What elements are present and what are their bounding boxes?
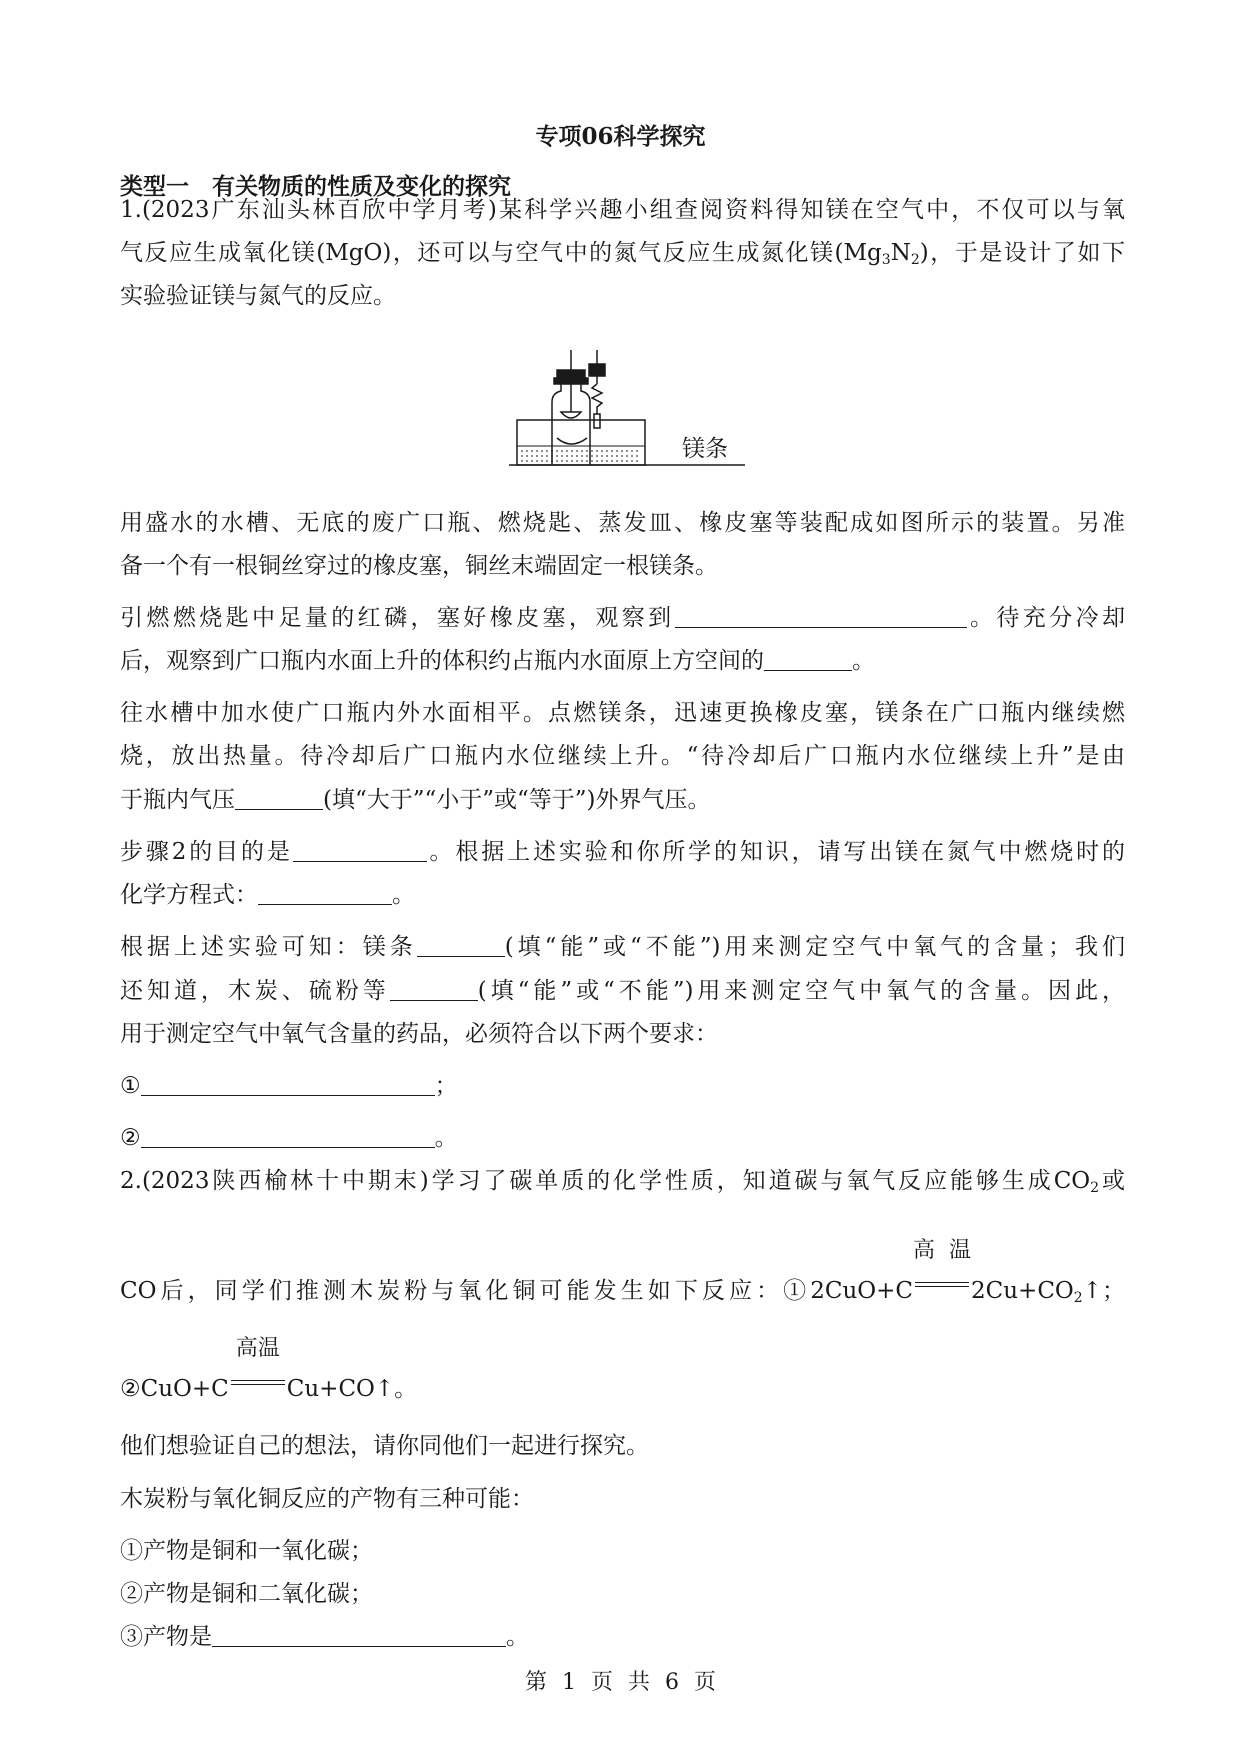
q2-line-2: CO后，同学们推测木炭粉与氧化铜可能发生如下反应：①2CuO+C 高温 $2Cu+CO_2↑$； <box>120 1238 1125 1306</box>
q2-line-5: 木炭粉与氧化铜反应的产物有三种可能： <box>120 1486 534 1512</box>
q2-line-3: ②CuO+C 高温 Cu+CO↑。 <box>120 1336 418 1402</box>
q2-line-4: 他们想验证自己的想法，请你同他们一起进行探究。 <box>120 1433 649 1459</box>
page-footer: 第 1 页 共 6 页 <box>525 1670 716 1695</box>
q1-para-3c: 于瓶内气压 (填“大于”“小于”或“等于”)外界气压。 <box>120 787 711 813</box>
answer-blank[interactable] <box>293 839 427 862</box>
q1-line-2: 气反应生成氧化镁(MgO)，还可以与空气中的氮气反应生成氮化镁$(Mg_3N_2)$，于是设计了如下 <box>120 240 1125 268</box>
magnesium-ribbon-label: 镁条 <box>682 436 728 462</box>
answer-blank[interactable] <box>390 978 478 1001</box>
q1-requirement-2: ② 。 <box>120 1125 458 1151</box>
q1-requirement-1: ① ； <box>120 1073 458 1099</box>
reaction-condition: 高温 <box>913 1276 971 1306</box>
q1-para-2b: 后，观察到广口瓶内水面上升的体积约占瓶内水面原上方空间的 。 <box>120 648 875 674</box>
q1-para-3b: 烧，放出热量。待冷却后广口瓶内水位继续上升。“待冷却后广口瓶内水位继续上升”是由 <box>120 743 1125 769</box>
answer-blank[interactable] <box>141 1073 435 1096</box>
q1-line-3: 实验验证镁与氮气的反应。 <box>120 283 396 309</box>
answer-blank[interactable] <box>258 882 392 905</box>
q1-para-4b: 化学方程式： 。 <box>120 882 415 908</box>
q2-option-3: ③产物是 。 <box>120 1624 529 1650</box>
q1-para-5b: 还知道，木炭、硫粉等 (填“能”或“不能”)用来测定空气中氧气的含量。因此， <box>120 978 1125 1004</box>
q1-para-4a: 步骤2的目的是 。根据上述实验和你所学的知识，请写出镁在氮气中燃烧时的 <box>120 839 1126 865</box>
q2-option-2: ②产物是铜和二氧化碳； <box>120 1581 373 1607</box>
q1-para-5c: 用于测定空气中氧气含量的药品，必须符合以下两个要求： <box>120 1021 718 1047</box>
answer-blank[interactable] <box>764 648 852 671</box>
answer-blank[interactable] <box>141 1125 435 1148</box>
answer-blank[interactable] <box>675 605 967 628</box>
page-title: 专项06科学探究 <box>535 123 706 150</box>
answer-blank[interactable] <box>212 1624 506 1647</box>
q1-para-2a: 引燃燃烧匙中足量的红磷，塞好橡皮塞，观察到 。待充分冷却 <box>120 605 1126 631</box>
q1-line-1: 1.(2023广东汕头林百欣中学月考)某科学兴趣小组查阅资料得知镁在空气中，不仅可以与氧 <box>120 197 1125 223</box>
answer-blank[interactable] <box>235 787 323 810</box>
reaction-condition: 高温 <box>229 1374 287 1404</box>
q1-para-1b: 备一个有一根铜丝穿过的橡皮塞，铜丝末端固定一根镁条。 <box>120 553 718 579</box>
q1-para-5a: 根据上述实验可知：镁条 (填“能”或“不能”)用来测定空气中氧气的含量；我们 <box>120 934 1126 960</box>
q2-option-1: ①产物是铜和一氧化碳； <box>120 1538 373 1564</box>
answer-blank[interactable] <box>417 934 505 957</box>
q1-para-1a: 用盛水的水槽、无底的废广口瓶、燃烧匙、蒸发皿、橡皮塞等装配成如图所示的装置。另准 <box>120 510 1125 536</box>
q2-line-1: 2.(2023陕西榆林十中期末)学习了碳单质的化学性质，知道碳与氧气反应能够生成$CO_2$或 <box>120 1168 1125 1196</box>
q1-para-3a: 往水槽中加水使广口瓶内外水面相平。点燃镁条，迅速更换橡皮塞，镁条在广口瓶内继续燃 <box>120 700 1125 726</box>
section-heading: 类型一 有关物质的性质及变化的探究 <box>120 173 511 200</box>
